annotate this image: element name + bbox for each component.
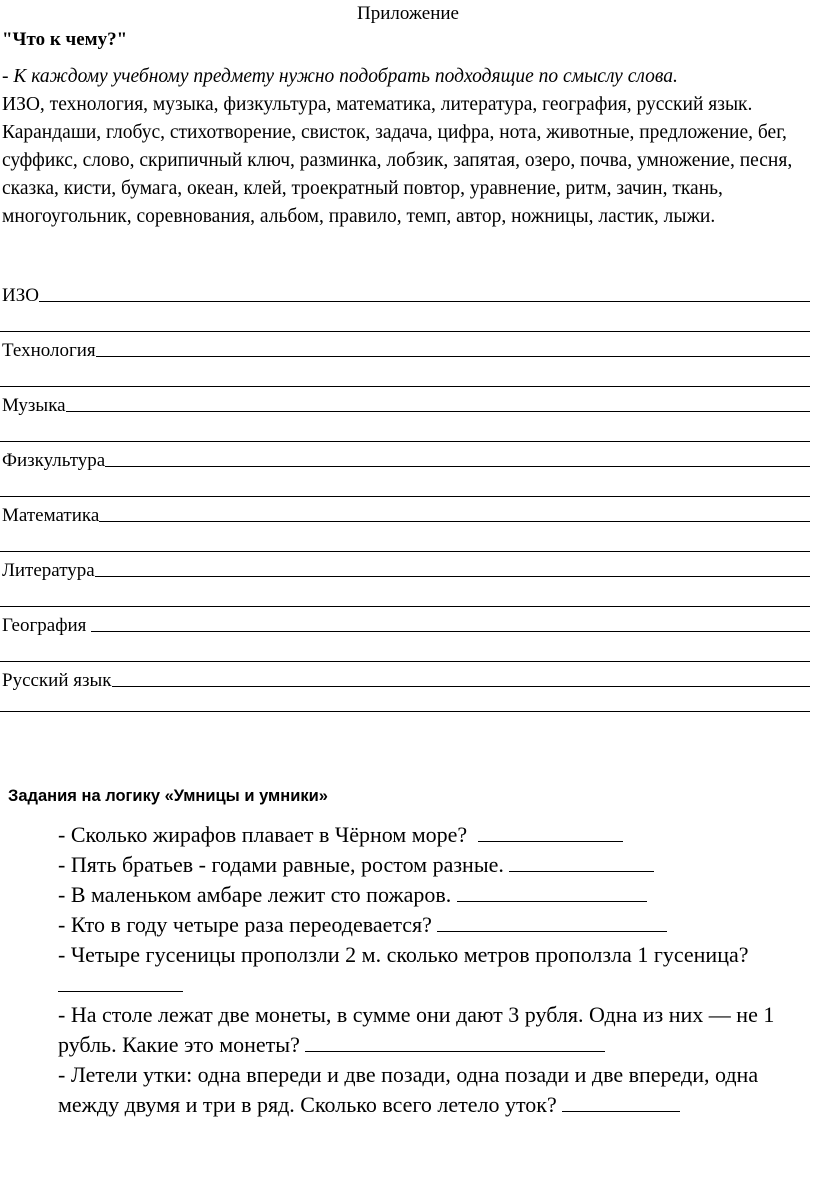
word-bank: Карандаши, глобус, стихотворение, свисток, задача, цифра, нота, животные, предложение, бег, суффикс, слово, скрипичный ключ, разминка, лобзик, запятая, озеро, почва, умножение, песня, сказка, кисти, бумага, океан, клей, троекратный повтор, уравнение, ритм, зачин, ткань, многоугольник, соревнования, альбом, правило, темп, автор, ножницы, ластик, лыжи.: [2, 122, 793, 227]
question-text: - Летели утки: одна впереди и две позади, одна позади и две впереди, одна между двумя и три в ряд. Сколько всего летело уток?: [58, 1062, 759, 1117]
logic-section-title: Задания на логику «Умницы и умники»: [8, 787, 328, 805]
question-text: - Четыре гусеницы проползли 2 м. сколько метров проползла 1 гусеница?: [58, 942, 749, 967]
question-item: [58, 880, 816, 910]
question-item: [58, 1000, 816, 1060]
answer-line[interactable]: [39, 301, 810, 302]
task-instruction: - К каждому учебному предмету нужно подобрать подходящие по смыслу слова.: [2, 66, 678, 87]
answer-blank[interactable]: [437, 911, 667, 932]
subject-label: Технология: [2, 340, 96, 361]
subject-row-pe[interactable]: [0, 446, 810, 472]
subject-row-music[interactable]: [0, 391, 810, 417]
question-item: [58, 850, 816, 880]
answer-line-extra[interactable]: [0, 606, 810, 607]
answer-line[interactable]: [112, 686, 811, 687]
answer-line[interactable]: [99, 521, 810, 522]
question-item: [58, 910, 816, 940]
appendix-label: Приложение: [357, 3, 459, 24]
question-text: - Пять братьев - годами равные, ростом разные.: [58, 852, 504, 877]
answer-blank[interactable]: [58, 971, 183, 992]
question-item: [58, 1060, 816, 1120]
question-item: [58, 820, 816, 850]
answer-blank[interactable]: [457, 881, 647, 902]
answer-line-extra[interactable]: [0, 441, 810, 442]
subject-row-geography[interactable]: [0, 611, 810, 637]
subject-label: Математика: [2, 505, 100, 526]
game-title: "Что к чему?": [2, 29, 128, 50]
answer-line-extra[interactable]: [0, 551, 810, 552]
question-item: [58, 940, 816, 1000]
question-text: - В маленьком амбаре лежит сто пожаров.: [58, 882, 452, 907]
question-text: - Сколько жирафов плавает в Чёрном море?: [58, 822, 468, 847]
answer-line-extra[interactable]: [0, 386, 810, 387]
question-text: - Кто в году четыре раза переодевается?: [58, 912, 432, 937]
answer-line[interactable]: [91, 631, 810, 632]
answer-blank[interactable]: [562, 1091, 680, 1112]
answer-line-extra[interactable]: [0, 711, 810, 712]
answer-blank[interactable]: [305, 1031, 605, 1052]
subject-row-literature[interactable]: [0, 556, 810, 582]
question-text: - На столе лежат две монеты, в сумме они дают 3 рубля. Одна из них — не 1 рубль. Какие это монеты?: [58, 1002, 775, 1057]
subject-row-technology[interactable]: [0, 336, 810, 362]
answer-line-extra[interactable]: [0, 496, 810, 497]
subject-label: Физкультура: [2, 450, 106, 471]
subject-label: Литература: [2, 560, 95, 581]
answer-line-extra[interactable]: [0, 331, 810, 332]
answer-line[interactable]: [105, 466, 810, 467]
answer-line[interactable]: [95, 576, 810, 577]
answer-blank[interactable]: [509, 851, 654, 872]
subject-label: Русский язык: [2, 670, 112, 691]
subject-row-russian[interactable]: [0, 666, 810, 692]
subject-row-izo[interactable]: [0, 281, 810, 307]
answer-line[interactable]: [96, 356, 810, 357]
logic-questions: [58, 820, 816, 1120]
subject-row-math[interactable]: [0, 501, 810, 527]
answer-blank[interactable]: [478, 821, 623, 842]
subject-label: Музыка: [2, 395, 66, 416]
subject-label: ИЗО: [2, 285, 39, 306]
intro-block: [2, 63, 816, 231]
subjects-list: ИЗО, технология, музыка, физкультура, математика, литература, география, русский язык.: [2, 94, 753, 115]
answer-line-extra[interactable]: [0, 661, 810, 662]
subject-label: География: [2, 615, 92, 636]
answer-line[interactable]: [66, 411, 810, 412]
